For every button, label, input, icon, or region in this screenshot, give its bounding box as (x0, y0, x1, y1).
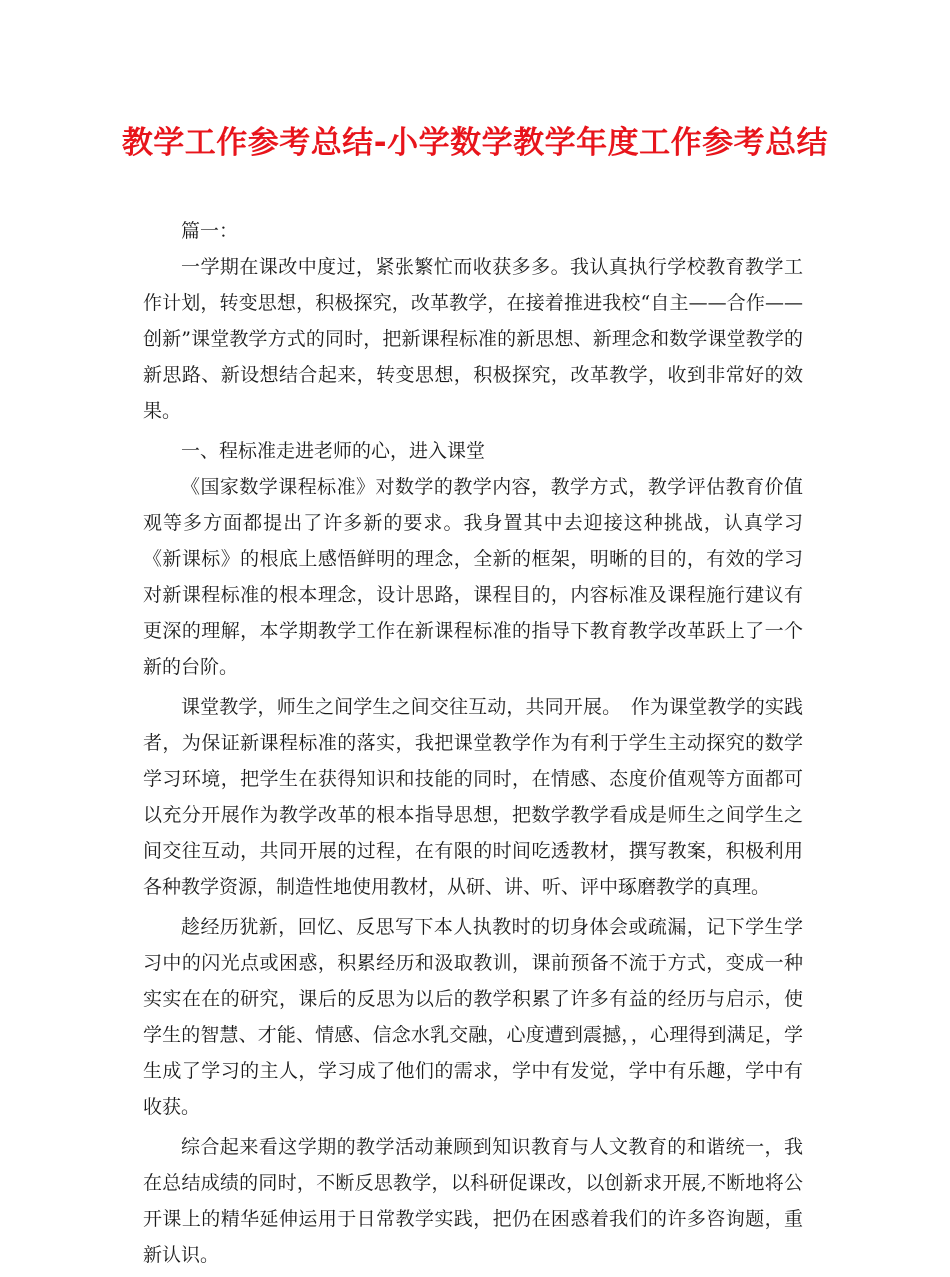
paragraph: 课堂教学，师生之间学生之间交往互动，共同开展。 作为课堂教学的实践者，为保证新课程标准的落实，我把课堂教学作为有利于学生主动探究的数学学习环境，把学生在获得知识和技能的同时，在情感、态度价值观等方面都可以充分开展作为教学改革的根本指导思想，把数学教学看成是师生之间学生之间交往互动，共同开展的过程，在有限的时间吃透教材，撰写教案，积极利用各种教学资源，制造性地使用教材，从研、讲、听、评中琢磨教学的真理。 (143, 696, 803, 898)
paragraph: 趁经历犹新，回忆、反思写下本人执教时的切身体会或疏漏，记下学生学习中的闪光点或困惑，积累经历和汲取教训，课前预备不流于方式，变成一种实实在在的研究，课后的反思为以后的教学积累了许多有益的经历与启示，使学生的智慧、才能、情感、信念水乳交融，心度遭到震撼，，心理得到满足，学生成了学习的主人，学习成了他们的需求，学中有发觉，学中有乐趣，学中有收获。 (143, 916, 803, 1118)
paragraph: 综合起来看这学期的教学活动兼顾到知识教育与人文教育的和谐统一，我在总结成绩的同时，不断反思教学，以科研促课改，以创新求开展,不断地将公开课上的精华延伸运用于日常教学实践，把仍在困惑着我们的许多咨询题，重新认识。 (143, 1136, 803, 1266)
document-title: 教学工作参考总结-小学数学教学年度工作参考总结 (121, 125, 829, 161)
section-heading-1: 一、程标准走进老师的心，进入课堂 (181, 440, 486, 462)
document-body (143, 213, 803, 1277)
paragraph: 《国家数学课程标准》对数学的教学内容，教学方式，教学评估教育价值观等多方面都提出了许多新的要求。我身置其中去迎接这种挑战，认真学习《新课标》的根底上感悟鲜明的理念，全新的框架，明晰的目的，有效的学习对新课程标准的根本理念，设计思路，课程目的，内容标准及课程施行建议有更深的理解，本学期教学工作在新课程标准的指导下教育教学改革跃上了一个新的台阶。 (143, 476, 803, 678)
paragraph-intro: 一学期在课改中度过，紧张繁忙而收获多多。我认真执行学校教育教学工作计划，转变思想，积极探究，改革教学，在接着推进我校“自主——合作——创新”课堂教学方式的同时，把新课程标准的新思想、新理念和数学课堂教学的新思路、新设想结合起来，转变思想，积极探究，改革教学，收到非常好的效果。 (143, 256, 803, 422)
section-label: 篇一： (181, 220, 239, 242)
